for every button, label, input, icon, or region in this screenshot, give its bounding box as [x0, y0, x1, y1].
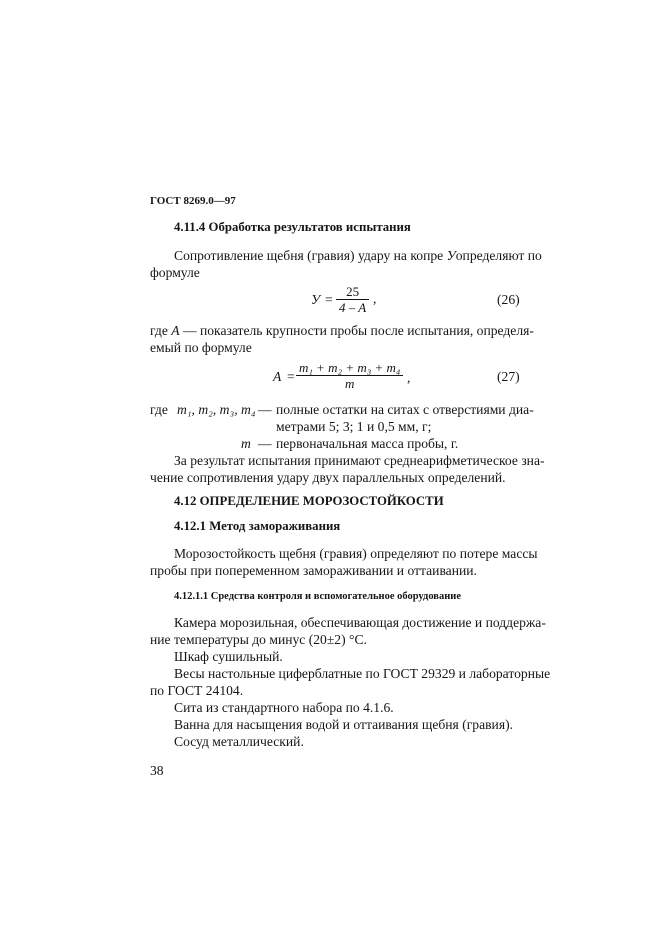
text: где — [150, 402, 168, 417]
page-number: 38 — [150, 763, 164, 778]
paragraph-line: Камера морозильная, обеспечивающая достижение и поддержа- — [174, 615, 546, 630]
formula-comma: , — [373, 291, 377, 306]
paragraph-line: За результат испытания принимают среднеарифметическое зна- — [174, 453, 545, 468]
paragraph-line: пробы при попеременном замораживании и оттаивании. — [150, 563, 477, 578]
definition-text: полные остатки на ситах с отверстиями диа- — [276, 402, 534, 417]
fraction — [336, 284, 369, 315]
document-header: ГОСТ 8269.0—97 — [150, 195, 236, 207]
text: определяют по — [455, 248, 542, 263]
paragraph-line — [150, 323, 534, 339]
section-4-12-1-1-heading: 4.12.1.1 Средства контроля и вспомогательное оборудование — [174, 591, 461, 602]
formula-number: (26) — [497, 292, 520, 307]
paragraph-line: Сосуд металлический. — [174, 734, 304, 749]
paragraph-line: по ГОСТ 24104. — [150, 683, 244, 698]
symbol-a: А — [171, 323, 180, 338]
numerator: 25 — [346, 284, 360, 299]
formula-eq: = — [287, 369, 295, 384]
paragraph-line: Сита из стандартного набора по 4.1.6. — [174, 700, 394, 715]
denominator: m — [345, 376, 355, 391]
definition-text: первоначальная масса пробы, г. — [276, 436, 459, 451]
paragraph-line: емый по формуле — [150, 340, 252, 355]
section-4-12-heading: 4.12 ОПРЕДЕЛЕНИЕ МОРОЗОСТОЙКОСТИ — [174, 494, 444, 508]
text: где — [150, 323, 168, 338]
fraction — [296, 360, 403, 391]
variable-list: m₁, m₂, m₃, m₄ — [177, 402, 256, 417]
section-4-12-1-heading: 4.12.1 Метод замораживания — [174, 519, 341, 533]
symbol-y: У — [446, 248, 456, 263]
formula-comma: , — [407, 370, 411, 385]
paragraph-line: ние температуры до минус (20±2) °С. — [150, 632, 367, 647]
formula-number: (27) — [497, 369, 520, 384]
paragraph-line: чение сопротивления удару двух параллельных определений. — [150, 470, 506, 485]
paragraph-line: Весы настольные циферблатные по ГОСТ 29329 и лабораторные — [174, 666, 551, 681]
paragraph-line: Ванна для насыщения водой и оттаивания щебня (гравия). — [174, 717, 513, 732]
paragraph-line: формуле — [150, 265, 200, 280]
dash: — — [258, 402, 272, 417]
paragraph-line — [174, 248, 542, 264]
numerator: m₁ + m₂ + m₃ + m₄ — [299, 360, 401, 375]
text: Сопротивление щебня (гравия) удару на копре — [174, 248, 444, 263]
dash: — — [258, 436, 272, 451]
denominator: 4 – A — [339, 300, 367, 315]
formula-lhs: У — [311, 292, 321, 307]
definition-text: метрами 5; 3; 1 и 0,5 мм, г; — [276, 419, 432, 434]
paragraph-line: Шкаф сушильный. — [174, 649, 283, 664]
variable: m — [241, 436, 251, 451]
formula-eq: = — [325, 292, 333, 307]
paragraph-line: Морозостойкость щебня (гравия) определяют по потере массы — [174, 546, 538, 561]
text: — показатель крупности пробы после испытания, определя- — [182, 323, 534, 338]
section-4-11-4-heading: 4.11.4 Обработка результатов испытания — [174, 220, 411, 234]
formula-lhs: А — [273, 369, 282, 384]
